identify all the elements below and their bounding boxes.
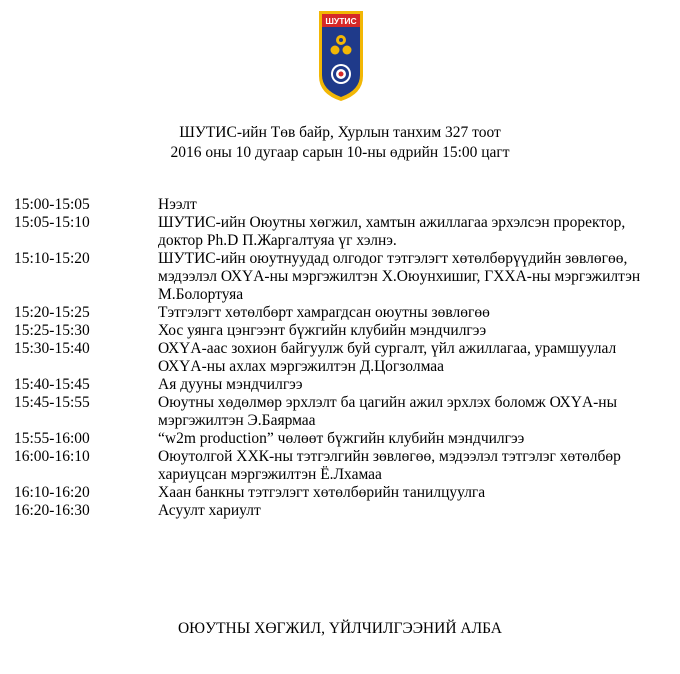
venue-line: ШУТИС-ийн Төв байр, Хурлын танхим 327 тоот [179, 124, 501, 141]
schedule-row [14, 484, 674, 502]
schedule-row [14, 196, 674, 214]
schedule-time: 15:40-15:45 [14, 376, 90, 393]
schedule-event-line: “w2m production” чөлөөт бүжгийн клубийн мэндчилгээ [158, 430, 525, 447]
schedule-event [158, 502, 674, 520]
shield-emblem-icon [318, 10, 364, 102]
schedule-event-line: мэргэжилтэн Э.Баярмаа [158, 412, 316, 429]
schedule-event [158, 214, 674, 250]
schedule-event-line: Ая дууны мэндчилгээ [158, 376, 303, 393]
schedule-time: 16:00-16:10 [14, 448, 90, 465]
schedule-event [158, 304, 674, 322]
schedule-event [158, 484, 674, 502]
schedule-row [14, 394, 674, 430]
schedule-event-line: ШУТИС-ийн оюутнуудад олгодог тэтгэлэгт хөтөлбөрүүдийн зөвлөгөө, [158, 250, 628, 267]
schedule-row [14, 214, 674, 250]
schedule-event [158, 376, 674, 394]
schedule-time: 15:25-15:30 [14, 322, 90, 339]
schedule-event [158, 322, 674, 340]
schedule-time: 15:05-15:10 [14, 214, 90, 231]
schedule-event-line: хариуцсан мэргэжилтэн Ё.Лхамаа [158, 466, 382, 483]
schedule-event-line: ШУТИС-ийн Оюутны хөгжил, хамтын ажиллагаа эрхэлсэн проректор, [158, 214, 626, 231]
schedule-event-line: Тэтгэлэгт хөтөлбөрт хамрагдсан оюутны зөвлөгөө [158, 304, 490, 321]
schedule-event-line: ОХҮА-аас зохион байгуулж буй сургалт, үйл ажиллагаа, урамшуулал [158, 340, 617, 357]
schedule-event-line: Хаан банкны тэтгэлэгт хөтөлбөрийн танилцуулга [158, 484, 486, 501]
schedule-time: 15:45-15:55 [14, 394, 90, 411]
schedule-row [14, 430, 674, 448]
schedule-row [14, 304, 674, 322]
schedule-event [158, 430, 674, 448]
schedule-event-line: доктор Ph.D П.Жаргалтуяа үг хэлнэ. [158, 232, 397, 249]
schedule-event [158, 340, 674, 376]
university-logo [318, 10, 364, 102]
organizer-name: ОЮУТНЫ ХӨГЖИЛ, ҮЙЛЧИЛГЭЭНИЙ АЛБА [177, 620, 502, 637]
schedule-event-line: ОХҮА-ны ахлах мэргэжилтэн Д.Цогзолмаа [158, 358, 445, 375]
logo-text: ШУТИС [325, 16, 357, 26]
schedule-event [158, 448, 674, 484]
schedule-time: 15:30-15:40 [14, 340, 90, 357]
schedule-time: 15:20-15:25 [14, 304, 90, 321]
schedule-event-line: Асуулт хариулт [158, 502, 261, 519]
schedule-time: 15:10-15:20 [14, 250, 90, 267]
schedule-time: 16:20-16:30 [14, 502, 90, 519]
schedule-event-line: Оюутны хөдөлмөр эрхлэлт ба цагийн ажил эрхлэх боломж ОХҮА-ны [158, 394, 618, 411]
schedule-event-line: мэдээлэл ОХҮА-ны мэргэжилтэн Х.Оюунхишиг, ГХХА-ны мэргэжилтэн [158, 268, 641, 285]
event-header [0, 123, 680, 163]
schedule-time: 15:00-15:05 [14, 196, 90, 213]
schedule-event [158, 196, 674, 214]
schedule-event-line: Нээлт [158, 196, 197, 213]
schedule-table [14, 196, 674, 520]
date-line: 2016 оны 10 дугаар сарын 10-ны өдрийн 15:00 цагт [170, 144, 510, 161]
schedule-time: 16:10-16:20 [14, 484, 90, 501]
schedule-time: 15:55-16:00 [14, 430, 90, 447]
schedule-row [14, 340, 674, 376]
schedule-row [14, 322, 674, 340]
schedule-event-line: Хос уянга цэнгээнт бүжгийн клубийн мэндчилгээ [158, 322, 487, 339]
schedule-row [14, 376, 674, 394]
schedule-row [14, 250, 674, 304]
schedule-event-line: М.Болортуяа [158, 286, 244, 303]
schedule-event [158, 394, 674, 430]
schedule-row [14, 448, 674, 484]
schedule-row [14, 502, 674, 520]
schedule-event [158, 250, 674, 304]
schedule-event-line: Оюутолгой ХХК-ны тэтгэлгийн зөвлөгөө, мэдээлэл тэтгэлэг хөтөлбөр [158, 448, 621, 465]
